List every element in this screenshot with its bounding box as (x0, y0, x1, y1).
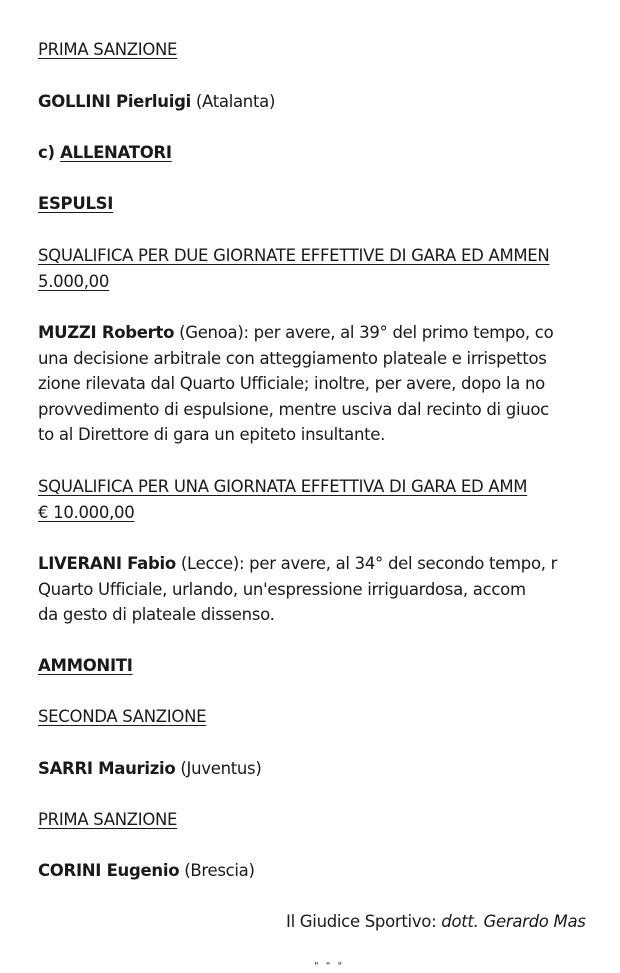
person-name: MUZZI Roberto (38, 323, 175, 342)
heading-line: SQUALIFICA PER DUE GIORNATE EFFETTIVE DI GARA ED AMMEN (38, 246, 550, 265)
heading-espulsi: ESPULSI (38, 194, 114, 213)
person-name: SARRI Maurizio (38, 759, 176, 778)
heading-prima-sanzione: PRIMA SANZIONE (38, 40, 178, 59)
paragraph-text: (Genoa): per avere, al 39° del primo tempo, co (174, 323, 554, 342)
paragraph-line: da gesto di plateale dissenso. (38, 605, 275, 624)
heading-line: € 10.000,00 (38, 502, 135, 522)
signature-label: Il Giudice Sportivo: (286, 912, 442, 931)
heading-ammoniti: AMMONITI (38, 656, 133, 675)
section-letter: c) (38, 143, 61, 162)
section-title: ALLENATORI (60, 143, 172, 162)
paragraph-muzzi (38, 320, 620, 448)
page-footer-mark: " " " (314, 961, 345, 972)
heading-seconda-sanzione: SECONDA SANZIONE (38, 707, 207, 726)
paragraph-line: una decisione arbitrale con atteggiamento plateale e irrispettos (38, 348, 547, 368)
paragraph-text: (Lecce): per avere, al 34° del secondo tempo, r (175, 554, 558, 573)
heading-squalifica-due-giornate (38, 243, 620, 294)
paragraph-line (38, 551, 620, 577)
person-name: LIVERANI Fabio (38, 554, 176, 573)
paragraph-liverani (38, 551, 620, 628)
person-name: CORINI Eugenio (38, 861, 180, 880)
paragraph-line (38, 320, 620, 346)
player-entry-gollini (38, 92, 275, 112)
signature-name: dott. Gerardo Mas (441, 912, 586, 931)
paragraph-line: provvedimento di espulsione, mentre usciva dal recinto di giuoc (38, 399, 549, 419)
paragraph-line: zione rilevata dal Quarto Ufficiale; inoltre, per avere, dopo la no (38, 374, 545, 393)
signature-line (286, 912, 586, 932)
person-team: (Brescia) (184, 861, 255, 880)
player-name: GOLLINI Pierluigi (38, 92, 191, 111)
person-team: (Juventus) (180, 759, 262, 778)
heading-allenatori (38, 143, 172, 163)
paragraph-line: Quarto Ufficiale, urlando, un'espressione irriguardosa, accom (38, 579, 526, 599)
paragraph-line: to al Direttore di gara un epiteto insultante. (38, 425, 386, 444)
player-entry-corini (38, 861, 255, 881)
player-entry-sarri (38, 759, 262, 779)
heading-prima-sanzione-2: PRIMA SANZIONE (38, 810, 178, 829)
heading-line: SQUALIFICA PER UNA GIORNATA EFFETTIVA DI GARA ED AMM (38, 477, 528, 496)
heading-line: 5.000,00 (38, 271, 110, 291)
player-team: (Atalanta) (195, 92, 276, 111)
heading-squalifica-una-giornata (38, 474, 620, 525)
